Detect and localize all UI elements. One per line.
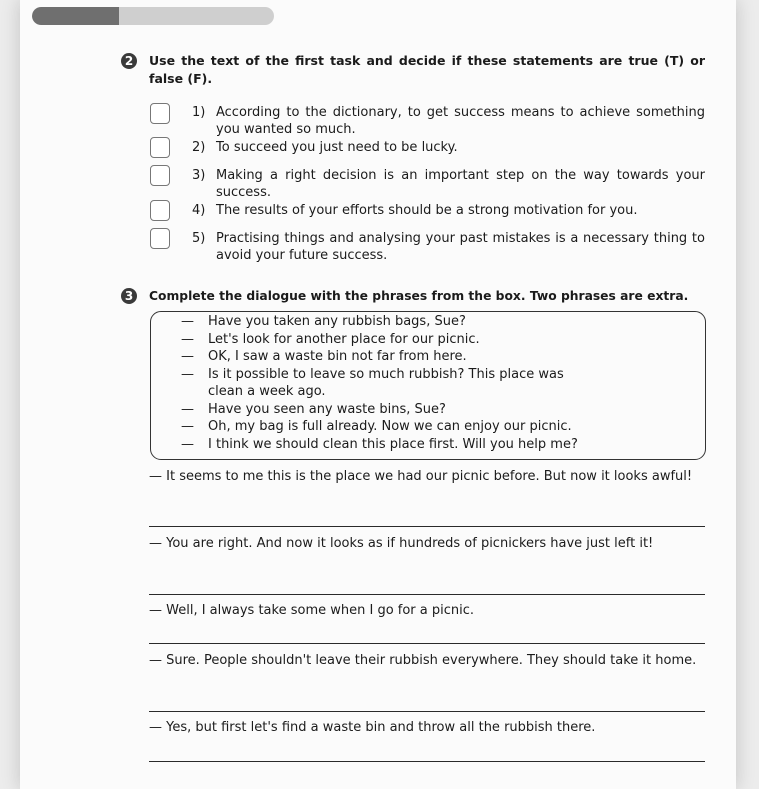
phrase-6 <box>181 418 681 435</box>
answer-checkbox-5[interactable] <box>150 228 170 249</box>
dialogue-line-2: — You are right. And now it looks as if hundreds of picnickers have just left it! <box>149 536 654 551</box>
dialogue-line-3: — Well, I always take some when I go for a picnic. <box>149 603 475 618</box>
dialogue-line-1: — It seems to me this is the place we had our picnic before. But now it looks awful! <box>149 469 693 484</box>
statement-text: To succeed you just need to be lucky. <box>216 140 458 155</box>
dash: — <box>181 401 194 417</box>
phrase-text: Oh, my bag is full already. Now we can enjoy our picnic. <box>208 419 572 434</box>
task-3-number-badge: 3 <box>121 288 137 304</box>
task-3-instruction: Complete the dialogue with the phrases from the box. Two phrases are extra. <box>149 289 689 303</box>
dash: — <box>181 419 194 434</box>
statement-number: 1) <box>192 105 206 120</box>
dialogue-line-5: — Yes, but first let's find a waste bin and throw all the rubbish there. <box>149 720 596 735</box>
phrase-5 <box>181 401 681 418</box>
phrase-text: Let's look for another place for our picnic. <box>208 331 480 347</box>
phrase-4 <box>181 366 681 401</box>
answer-checkbox-2[interactable] <box>150 137 170 158</box>
statement-number: 4) <box>192 203 206 218</box>
phrase-text: I think we should clean this place first. Will you help me? <box>208 436 578 452</box>
answer-line-2[interactable] <box>149 594 705 595</box>
dash: — <box>181 331 194 347</box>
statement-text: Making a right decision is an important step on the way towards your success. <box>216 168 705 200</box>
progress-bar-fill <box>32 7 119 25</box>
phrase-1 <box>181 313 681 330</box>
answer-line-4[interactable] <box>149 711 705 712</box>
phrase-text: Have you seen any waste bins, Sue? <box>208 401 446 417</box>
worksheet-page <box>20 0 736 789</box>
phrase-text: Have you taken any rubbish bags, Sue? <box>208 314 466 329</box>
phrase-text: OK, I saw a waste bin not far from here. <box>208 349 467 364</box>
task-2-instruction: Use the text of the first task and decide if these statements are true (T) or false (F). <box>149 53 705 86</box>
statement-number: 2) <box>192 140 206 155</box>
dash: — <box>181 436 194 452</box>
statement-text: The results of your efforts should be a strong motivation for you. <box>216 203 638 218</box>
phrase-text: Is it possible to leave so much rubbish? This place was <box>208 366 564 382</box>
dialogue-line-4: — Sure. People shouldn't leave their rubbish everywhere. They should take it home. <box>149 653 697 668</box>
answer-line-3[interactable] <box>149 643 705 644</box>
statement-number: 5) <box>192 231 206 246</box>
answer-line-1[interactable] <box>149 526 705 527</box>
dash: — <box>181 314 194 329</box>
statement-number: 3) <box>192 168 206 183</box>
progress-bar <box>32 7 274 25</box>
dash: — <box>181 366 194 382</box>
answer-checkbox-1[interactable] <box>150 103 170 124</box>
answer-line-5[interactable] <box>149 761 705 762</box>
phrase-7 <box>181 436 681 453</box>
statement-text: According to the dictionary, to get success means to achieve something you wanted so much. <box>216 105 705 137</box>
task-2-number-badge: 2 <box>121 53 137 69</box>
phrase-2 <box>181 331 681 348</box>
statement-text: Practising things and analysing your past mistakes is a necessary thing to avoid your future success. <box>216 231 705 263</box>
phrase-3 <box>181 348 681 365</box>
dash: — <box>181 349 194 364</box>
answer-checkbox-3[interactable] <box>150 165 170 186</box>
answer-checkbox-4[interactable] <box>150 200 170 221</box>
phrase-text-continued: clean a week ago. <box>208 383 326 399</box>
phrase-box <box>150 311 706 460</box>
